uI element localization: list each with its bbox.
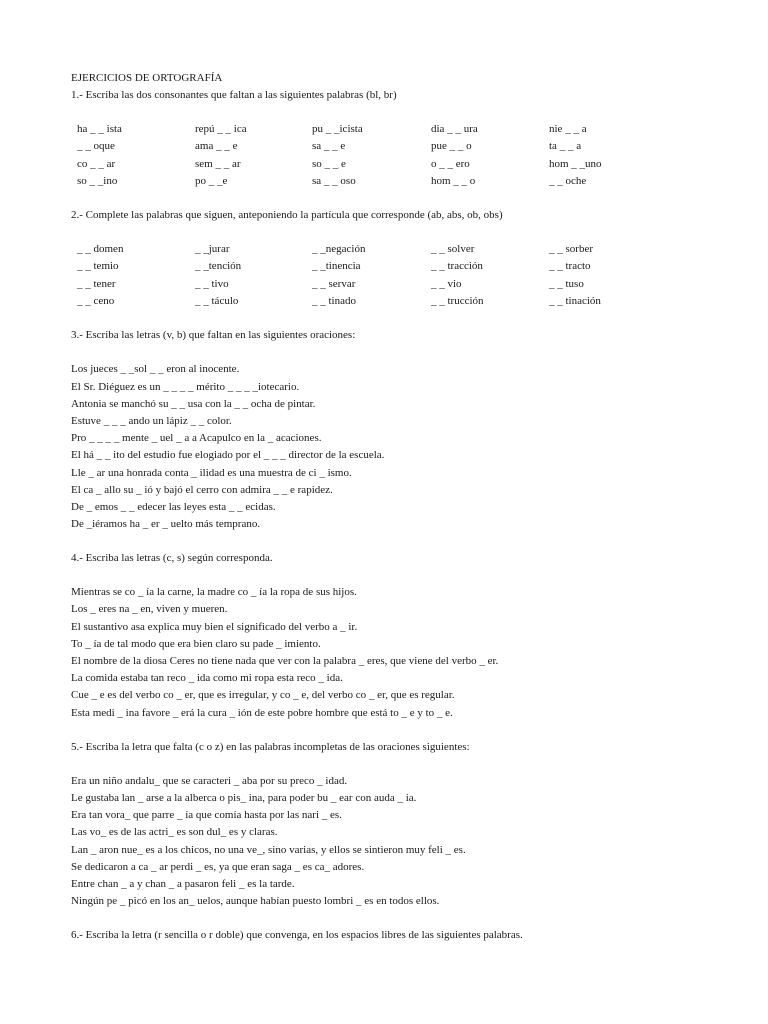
word-cell: _ _ oche bbox=[549, 174, 587, 187]
grid-row bbox=[77, 276, 711, 293]
word-cell: sa _ _ oso bbox=[312, 174, 356, 187]
grid-row bbox=[77, 258, 711, 275]
exercise-sentence: El Sr. Diéguez es un _ _ _ _ mérito _ _ _ _iotecario. bbox=[71, 380, 300, 393]
word-cell: nie _ _ a bbox=[549, 123, 587, 135]
word-cell: _ _ tracción bbox=[431, 260, 483, 273]
word-cell: _ _ tuso bbox=[549, 277, 584, 290]
word-cell: _ _ tivo bbox=[195, 277, 229, 290]
word-cell: _ _tención bbox=[195, 260, 242, 273]
word-cell: co _ _ ar bbox=[77, 157, 116, 170]
section-4-sentences bbox=[71, 584, 711, 722]
word-cell: _ _ tener bbox=[77, 277, 116, 290]
word-cell: so _ _ino bbox=[77, 174, 118, 187]
word-cell: _ _ táculo bbox=[195, 295, 239, 308]
word-cell: po _ _e bbox=[195, 174, 228, 187]
exercise-sentence: De _ emos _ _ edecer las leyes esta _ _ ecidas. bbox=[71, 500, 276, 513]
section-3-heading: 3.- Escriba las letras (v, b) que faltan en las siguientes oraciones: bbox=[71, 329, 356, 342]
word-cell: _ _ sorber bbox=[549, 243, 593, 256]
section-2-heading: 2.- Complete las palabras que siguen, anteponiendo la partícula que corresponde (ab, abs, ob, obs) bbox=[71, 209, 503, 222]
grid-row bbox=[77, 121, 711, 138]
exercise-sentence: El sustantivo asa explica muy bien el significado del verbo a _ ir. bbox=[71, 620, 358, 633]
word-cell: ta _ _ a bbox=[549, 140, 582, 153]
exercise-sentence: Los _ eres na _ en, viven y mueren. bbox=[71, 603, 228, 616]
section-2-word-grid bbox=[77, 241, 711, 310]
word-cell: _ _ ceno bbox=[77, 295, 115, 308]
exercise-sentence: Esta medi _ ina favore _ erá la cura _ ión de este pobre hombre que está to _ e y to _ e. bbox=[71, 706, 453, 719]
exercise-sentence: To _ ía de tal modo que era bien claro su pade _ imiento. bbox=[71, 637, 321, 650]
word-cell: _ _ vio bbox=[431, 277, 462, 290]
word-cell: o _ _ ero bbox=[431, 157, 470, 170]
word-cell: _ _ trucción bbox=[431, 295, 484, 308]
word-cell: pu _ _icista bbox=[312, 123, 363, 135]
exercise-sentence: De _iéramos ha _ er _ uelto más temprano. bbox=[71, 518, 261, 531]
word-cell: _ _negación bbox=[312, 243, 366, 256]
word-cell: so _ _ e bbox=[312, 157, 346, 170]
grid-row bbox=[77, 241, 711, 258]
exercise-sentence: El nombre de la diosa Ceres no tiene nada que ver con la palabra _ eres, que viene del verbo _ er. bbox=[71, 655, 499, 667]
word-cell: _ _ domen bbox=[77, 243, 124, 256]
word-cell: _ _ tinado bbox=[312, 295, 356, 308]
word-cell: dia _ _ ura bbox=[431, 123, 478, 135]
exercise-sentence: Era tan vora_ que parre _ ía que comía hasta por las nari _ es. bbox=[71, 809, 342, 822]
word-cell: sem _ _ ar bbox=[195, 157, 241, 170]
grid-row bbox=[77, 173, 711, 190]
exercise-sentence: El ca _ allo su _ ió y bajó el cerro con admira _ _ e rapidez. bbox=[71, 483, 333, 496]
word-cell: sa _ _ e bbox=[312, 140, 346, 153]
section-5-sentences bbox=[71, 773, 711, 911]
exercise-sentence: La comida estaba tan reco _ ida como mi ropa esta reco _ ida. bbox=[71, 672, 343, 685]
exercise-sentence: Mientras se co _ ía la carne, la madre co _ ía la ropa de sus hijos. bbox=[71, 586, 357, 599]
document-page bbox=[71, 70, 711, 944]
exercise-sentence: Los jueces _ _sol _ _ eron al inocente. bbox=[71, 363, 240, 376]
section-1-word-grid bbox=[77, 121, 711, 190]
exercise-sentence: Ningún pe _ picó en los an_ uelos, aunque habían puesto lombri _ es en todos ellos. bbox=[71, 895, 440, 908]
word-cell: _ _ tinación bbox=[549, 295, 601, 308]
word-cell: repú _ _ ica bbox=[195, 123, 247, 135]
word-cell: hom _ _uno bbox=[549, 157, 602, 170]
exercise-sentence: Lan _ aron nue_ es a los chicos, no una ve_, sino varias, y ellos se sintieron muy feli _ es. bbox=[71, 843, 466, 856]
grid-row bbox=[77, 138, 711, 155]
word-cell: hom _ _ o bbox=[431, 174, 476, 187]
word-cell: pue _ _ o bbox=[431, 140, 472, 153]
section-1-heading: 1.- Escriba las dos consonantes que faltan a las siguientes palabras (bl, br) bbox=[71, 89, 397, 101]
section-3-sentences bbox=[71, 361, 711, 533]
exercise-sentence: El há _ _ ito del estudio fue elogiado por el _ _ _ director de la escuela. bbox=[71, 449, 385, 462]
word-cell: _ _ solver bbox=[431, 243, 475, 256]
exercise-sentence: Pro _ _ _ _ mente _ uel _ a a Acapulco en la _ acaciones. bbox=[71, 432, 322, 445]
word-cell: ama _ _ e bbox=[195, 140, 238, 153]
exercise-sentence: Le gustaba lan _ arse a la alberca o pis_ ina, para poder bu _ ear con auda _ ia. bbox=[71, 791, 417, 804]
exercise-sentence: Lle _ ar una honrada conta _ ilidad es una muestra de ci _ ismo. bbox=[71, 466, 352, 479]
section-4-heading: 4.- Escriba las letras (c, s) según corresponda. bbox=[71, 552, 273, 565]
document-title: EJERCICIOS DE ORTOGRAFÍA bbox=[71, 72, 223, 84]
exercise-sentence: Las vo_ es de las actri_ es son dul_ es y claras. bbox=[71, 826, 278, 839]
word-cell: _ _ tracto bbox=[549, 260, 591, 273]
word-cell: ha _ _ ista bbox=[77, 123, 122, 135]
word-cell: _ _ temio bbox=[77, 260, 119, 273]
word-cell: _ _jurar bbox=[195, 243, 230, 256]
section-5-heading: 5.- Escriba la letra que falta (c o z) en las palabras incompletas de las oraciones siguientes: bbox=[71, 740, 470, 753]
word-cell: _ _ servar bbox=[312, 277, 356, 290]
word-cell: _ _ oque bbox=[77, 140, 115, 153]
grid-row bbox=[77, 156, 711, 173]
word-cell: _ _tinencia bbox=[312, 260, 361, 273]
exercise-sentence: Cue _ e es del verbo co _ er, que es irregular, y co _ e, del verbo co _ er, que es regular. bbox=[71, 689, 455, 702]
section-6-heading: 6.- Escriba la letra (r sencilla o r doble) que convenga, en los espacios libres de las siguientes palabras. bbox=[71, 929, 523, 942]
exercise-sentence: Era un niño andalu_ que se caracteri _ aba por su preco _ idad. bbox=[71, 774, 348, 787]
exercise-sentence: Entre chan _ a y chan _ a pasaron feli _ es la tarde. bbox=[71, 877, 295, 890]
grid-row bbox=[77, 293, 711, 310]
exercise-sentence: Estuve _ _ _ ando un lápiz _ _ color. bbox=[71, 414, 232, 427]
exercise-sentence: Se dedicaron a ca _ ar perdi _ es, ya que eran saga _ es ca_ adores. bbox=[71, 860, 365, 873]
exercise-sentence: Antonia se manchó su _ _ usa con la _ _ ocha de pintar. bbox=[71, 397, 316, 410]
